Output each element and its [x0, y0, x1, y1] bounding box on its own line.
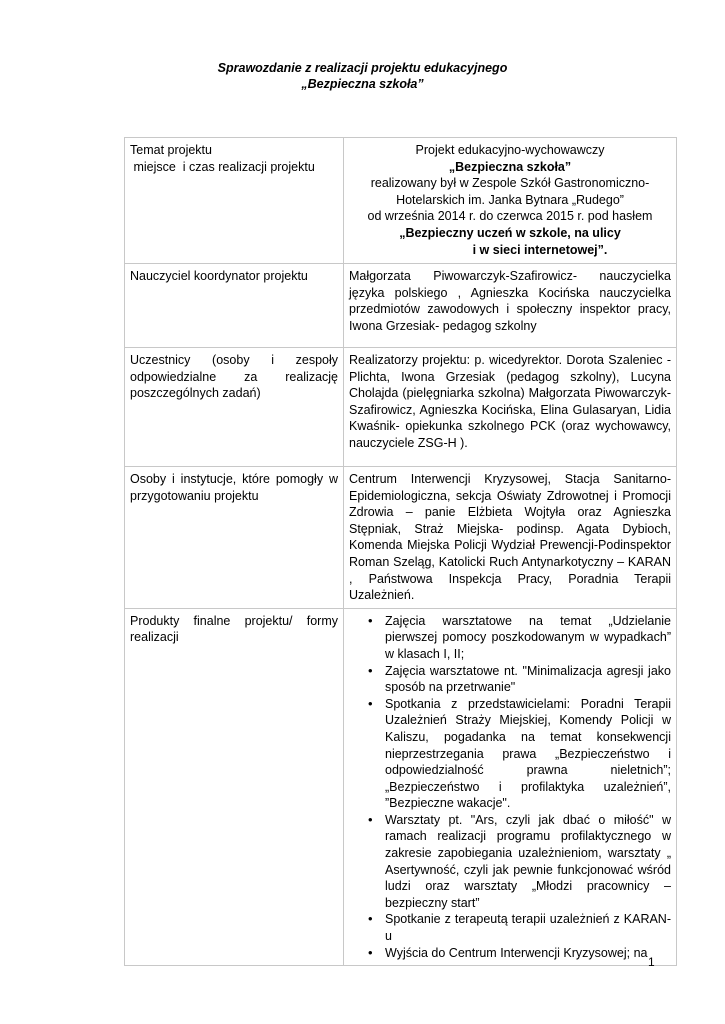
table-row-coordinator [125, 264, 677, 348]
label-place-time: miejsce i czas realizacji projektu [130, 159, 315, 174]
topic-line: od września 2014 r. do czerwca 2015 r. pod hasłem [367, 209, 653, 224]
table-row-institutions [125, 467, 677, 609]
list-item: • Zajęcia warsztatowe nt. "Minimalizacja agresji jako sposób na przetrwanie" [385, 663, 671, 696]
topic-line: „Bezpieczna szkoła” [448, 159, 572, 174]
list-item: • Wyjścia do Centrum Interwencji Kryzysowej; na [385, 945, 671, 962]
label-coordinator: Nauczyciel koordynator projektu [125, 264, 344, 348]
table-row-topic [125, 138, 677, 264]
topic-line: realizowany był w Zespole Szkół Gastronomiczno- [370, 176, 650, 191]
document-title-line-1: Sprawozdanie z realizacji projektu edukacyjnego [217, 61, 508, 75]
table-row-products [125, 608, 677, 965]
list-item: • Warsztaty pt. "Ars, czyli jak dbać o miłość" w ramach realizacji programu profilaktycznego w zakresie zapobiegania uzależnieniom, warsztaty „ Asertywność, czyli jak pewnie funkcjonować wśród ludzi oraz warsztaty „Młodzi pracownicy – bezpieczny start” [385, 812, 671, 912]
label-institutions: Osoby i instytucje, które pomogły w przygotowaniu projektu [125, 467, 344, 609]
list-item: • Spotkania z przedstawicielami: Poradni Terapii Uzależnień Straży Miejskiej, Komendy Policji w Kaliszu, pogadanka na temat konsekwencji nieprzestrzegania prawa „Bezpieczeństwo i odpowiedzialność prawna nieletnich”; „Bezpieczeństwo i profilaktyka uzależnień”, ”Bezpieczne wakacje". [385, 696, 671, 812]
table-row-participants [125, 348, 677, 467]
document-title-line-2: „Bezpieczna szkoła” [301, 77, 424, 91]
label-cell-topic [125, 138, 344, 264]
label-products: Produkty finalne projektu/ formy realizacji [125, 608, 344, 965]
list-item: • Spotkanie z terapeutą terapii uzależnień z KARAN-u [385, 911, 671, 944]
label-topic: Temat projektu [130, 143, 212, 157]
value-coordinator: Małgorzata Piwowarczyk-Szafirowicz- nauczycielka języka polskiego , Agnieszka Kocińska nauczycielka przedmiotów zawodowych i społeczny inspektor pracy, Iwona Grzesiak- pedagog szkolny [344, 264, 677, 348]
value-products [344, 608, 677, 965]
topic-line: i w sieci internetowej”. [472, 242, 608, 257]
products-list [349, 613, 671, 961]
value-institutions: Centrum Interwencji Kryzysowej, Stacja Sanitarno-Epidemiologiczna, sekcja Oświaty Zdrowotnej i Promocji Zdrowia – panie Elżbieta Wojtyła oraz Agnieszka Stępniak, Straż Miejska- podinsp. Agata Dybioch, Komenda Miejska Policji Wydział Prewencji-Podinspektor Roman Szeląg, Katolicki Ruch Antynarkotyczny – KARAN , Państwowa Inspekcja Pracy, Poradnia Terapii Uzależnień. [344, 467, 677, 609]
label-participants: Uczestnicy (osoby i zespoły odpowiedzialne za realizację poszczególnych zadań) [125, 348, 344, 467]
list-item: • Zajęcia warsztatowe na temat „Udzielanie pierwszej pomocy poszkodowanym w wypadkach” w klasach I, II; [385, 613, 671, 663]
page-number: 1 [648, 955, 655, 969]
topic-line: Hotelarskich im. Janka Bytnara „Rudego” [396, 192, 624, 207]
topic-line: Projekt edukacyjno-wychowawczy [415, 143, 605, 157]
topic-line: „Bezpieczny uczeń w szkole, na ulicy [399, 225, 621, 240]
report-table [124, 137, 677, 966]
value-cell-topic [344, 138, 677, 264]
value-participants: Realizatorzy projektu: p. wicedyrektor. Dorota Szaleniec - Plichta, Iwona Grzesiak (pedagog szkolny), Lucyna Cholajda (pielęgniarka szkolna) Małgorzata Piwowarczyk-Szafirowicz, Agnieszka Kocińska, Elina Gulasaryan, Lidia Kwaśnik- opiekunka szkolnego PCK (oraz wychowawcy, nauczyciele ZSG-H ). [344, 348, 677, 467]
